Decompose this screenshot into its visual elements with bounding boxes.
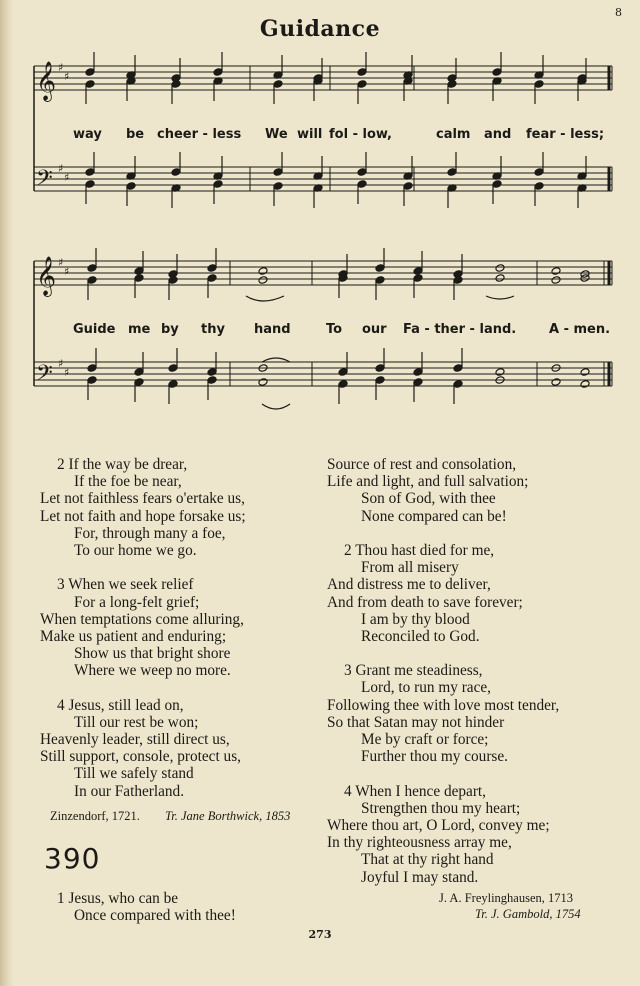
lyric-word: will [297, 127, 323, 142]
lyric-word: calm [436, 127, 471, 142]
verse-line: 3 When we seek relief [57, 576, 194, 594]
lyric-word: Guide [73, 322, 116, 337]
verse-line: Lord, to run my race, [361, 679, 491, 697]
clef-icon: ♯ [64, 366, 70, 379]
note-head [495, 264, 505, 273]
verse-line: None compared can be! [361, 507, 507, 525]
verse-line: And distress me to deliver, [327, 576, 491, 594]
lyric-word: cheer - less [157, 127, 242, 142]
lyric-word: hand [254, 322, 291, 337]
note-head [495, 368, 505, 377]
verse-line: 2 If the way be drear, [57, 456, 188, 473]
lyric-word: Fa - ther - land. [403, 322, 517, 337]
verse-line: For, through many a foe, [74, 524, 226, 542]
hymn-verse-1 [40, 890, 236, 924]
lyric-word: me [128, 322, 151, 337]
verse-line: Joyful I may stand. [361, 868, 479, 886]
verse-line: That at thy right hand [361, 851, 494, 869]
verse-line: Make us patient and enduring; [40, 627, 227, 645]
clef-icon: ♯ [58, 357, 64, 370]
note-head [551, 378, 561, 387]
left-verses [40, 456, 246, 800]
verse-line: Me by craft or force; [361, 731, 489, 748]
verse-line: From all misery [361, 559, 459, 577]
note-head [580, 380, 590, 389]
verse-line: If the foe be near, [74, 473, 182, 491]
verse-line: Till we safely stand [74, 765, 194, 783]
verse-line: When temptations come alluring, [40, 610, 244, 628]
clef-icon: ♯ [64, 70, 70, 83]
verse-line: Son of God, with thee [361, 490, 496, 508]
music-score [0, 0, 640, 420]
note-head [258, 267, 268, 276]
clef-icon: 𝄞 [36, 61, 57, 101]
verse-line: Strengthen thou my heart; [361, 799, 521, 817]
verse-line: And from death to save forever; [327, 593, 523, 611]
verse-line: 2 Thou hast died for me, [344, 541, 495, 559]
corner-mark: 8 [615, 6, 622, 19]
page-title: Guidance [259, 16, 381, 42]
clef-icon: ♯ [58, 256, 64, 269]
right-verses [327, 456, 559, 886]
clef-icon: ♯ [64, 171, 70, 184]
verse-line: I am by thy blood [361, 610, 470, 628]
verse-line: Let not faithless fears o'ertake us, [40, 490, 245, 508]
clef-icon: ♯ [58, 61, 64, 74]
verse-line: Further thou my course. [361, 748, 508, 766]
right-translator-credit: Tr. J. Gambold, 1754 [475, 907, 581, 921]
verse-line: Let not faith and hope forsake us; [40, 507, 246, 525]
verse-line: Reconciled to God. [361, 627, 480, 645]
lyric-word: We [265, 127, 288, 142]
verse-line: For a long-felt grief; [74, 593, 200, 611]
verse-line: Following thee with love most tender, [327, 696, 560, 714]
lyric-word: thy [201, 322, 225, 337]
lyric-word: be [126, 127, 145, 142]
verse-line: Where we weep no more. [74, 662, 231, 680]
note-head [551, 276, 561, 285]
verse-line: In our Fatherland. [74, 782, 185, 800]
verse-line: 1 Jesus, who can be [57, 890, 179, 907]
note-head [495, 274, 505, 283]
page-number: 273 [308, 928, 332, 941]
verse-line: Till our rest be won; [74, 713, 199, 731]
lyric-word: To [326, 322, 343, 337]
clef-icon: 𝄢 [36, 361, 53, 391]
verse-line: Heavenly leader, still direct us, [40, 731, 230, 748]
verse-line: To our home we go. [74, 541, 197, 559]
note-head [258, 378, 268, 387]
verse-line: 3 Grant me steadiness, [344, 662, 483, 680]
lyric-word: way [73, 127, 102, 142]
lyric-word: fear - less; [526, 127, 605, 142]
verse-line: Source of rest and consolation, [327, 456, 517, 473]
hymn-number: 390 [44, 842, 101, 875]
verse-line: So that Satan may not hinder [327, 713, 505, 731]
verse-line: Life and light, and full salvation; [327, 473, 529, 491]
verse-line: Where thou art, O Lord, convey me; [327, 816, 550, 834]
clef-icon: ♯ [58, 162, 64, 175]
lyric-word: fol - low, [329, 127, 392, 142]
verse-line: 4 Jesus, still lead on, [57, 696, 184, 714]
clef-icon: ♯ [64, 265, 70, 278]
left-author-credit: Zinzendorf, 1721. [50, 809, 140, 823]
clef-icon: 𝄞 [36, 256, 57, 296]
note-head [258, 276, 268, 285]
left-translator-credit: Tr. Jane Borthwick, 1853 [165, 809, 291, 823]
verse-line: In thy righteousness array me, [327, 834, 512, 852]
verse-line: Show us that bright shore [74, 645, 231, 663]
verse-line: 4 When I hence depart, [344, 782, 486, 800]
verse-line: Still support, console, protect us, [40, 748, 241, 766]
verse-line: Once compared with thee! [74, 907, 236, 925]
right-author-credit: J. A. Freylinghausen, 1713 [439, 891, 574, 905]
lyric-word: and [484, 127, 512, 142]
note-head [551, 267, 561, 276]
note-head [580, 368, 590, 377]
lyric-word: our [362, 322, 387, 337]
clef-icon: 𝄢 [36, 166, 53, 196]
lyric-word: by [161, 322, 179, 337]
lyric-word: A - men. [549, 322, 611, 337]
